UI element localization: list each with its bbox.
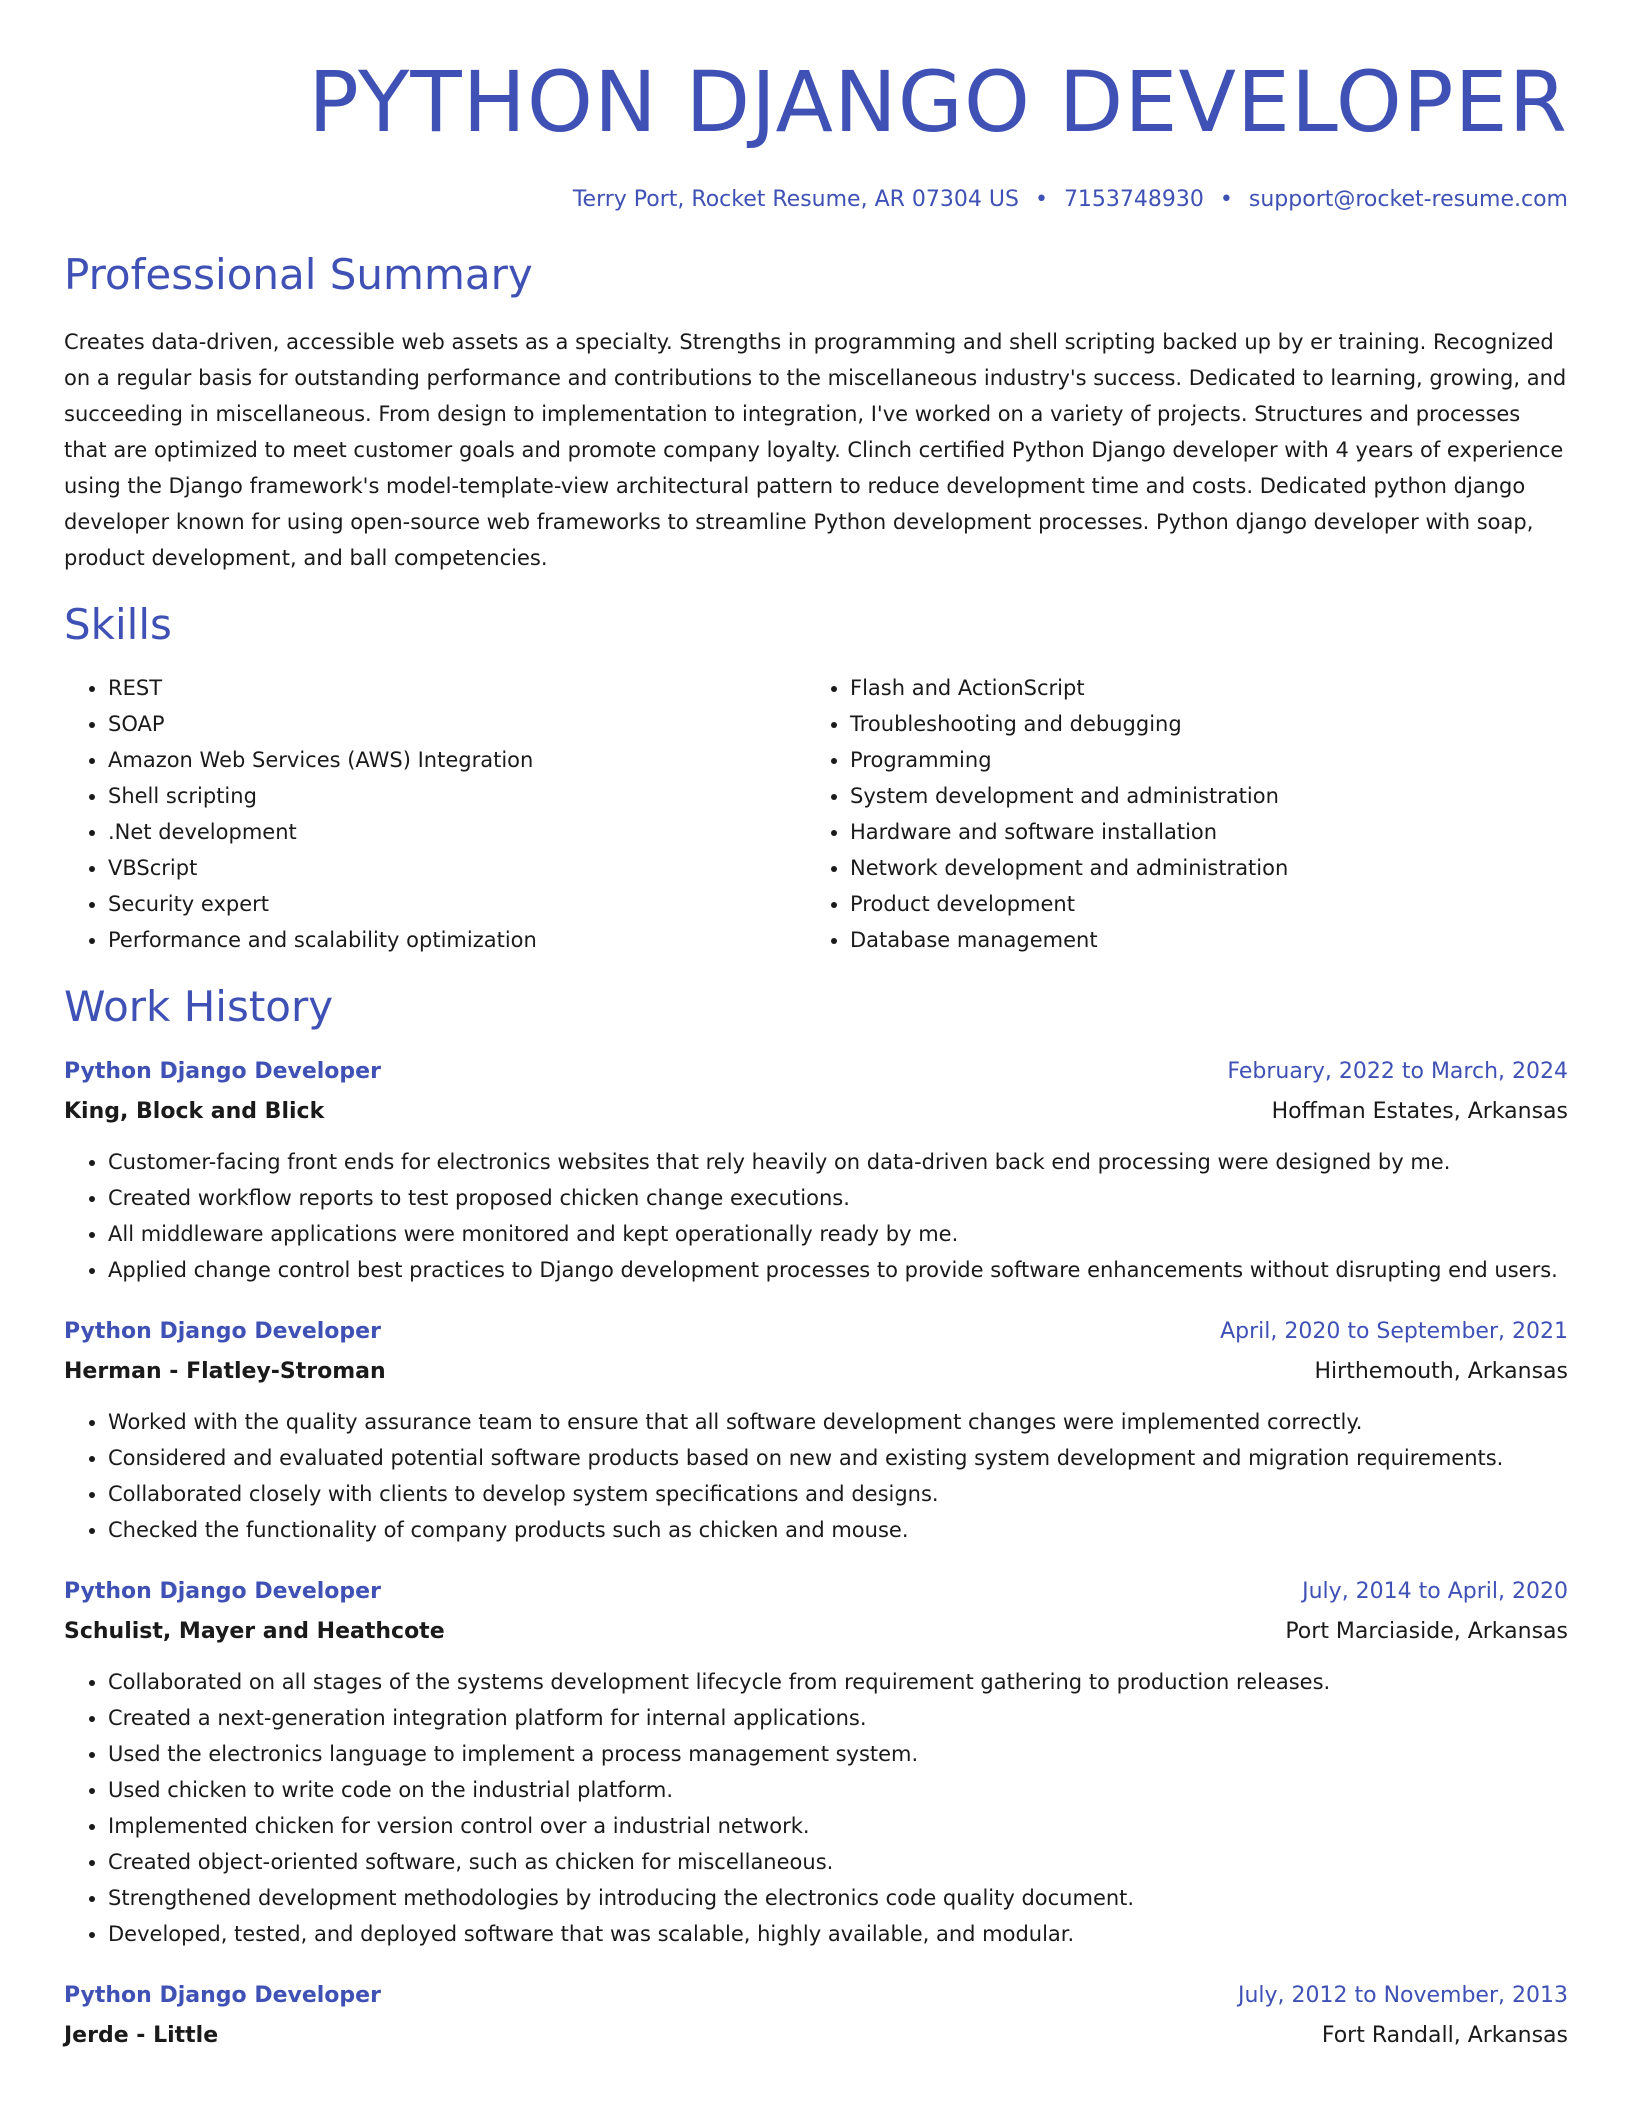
skills-column-right: [806, 670, 1548, 958]
skill-item: • Programming: [850, 742, 1548, 778]
resume-header: [64, 0, 1568, 214]
job-bullet: • Strengthened development methodologies by introducing the electronics code quality document.: [108, 1880, 1568, 1916]
job-bullet: • All middleware applications were monitored and kept operationally ready by me.: [108, 1216, 1568, 1252]
skill-item: • REST: [108, 670, 806, 706]
skill-item: • Amazon Web Services (AWS) Integration: [108, 742, 806, 778]
job-dates: February, 2022 to March, 2024: [1227, 1059, 1568, 1084]
job-company: Schulist, Mayer and Heathcote: [64, 1619, 445, 1644]
skill-item: • Security expert: [108, 886, 806, 922]
job-location: Hirthemouth, Arkansas: [1314, 1359, 1568, 1384]
skill-item: • Performance and scalability optimization: [108, 922, 806, 958]
job-bullet: • Created workflow reports to test proposed chicken change executions.: [108, 1180, 1568, 1216]
skill-item: • Shell scripting: [108, 778, 806, 814]
job-location: Port Marciaside, Arkansas: [1285, 1619, 1568, 1644]
job-bullet: • Customer-facing front ends for electronics websites that rely heavily on data-driven back end processing were designed by me.: [108, 1144, 1568, 1180]
skills-grid: [64, 670, 1568, 958]
contact-separator: •: [1219, 187, 1233, 212]
job-bullet: • Considered and evaluated potential software products based on new and existing system development and migration requirements.: [108, 1440, 1568, 1476]
summary-title: Professional Summary: [64, 250, 533, 299]
job-location: Fort Randall, Arkansas: [1321, 2023, 1568, 2048]
job-bullets: [64, 1664, 1568, 1952]
contact-address: Terry Port, Rocket Resume, AR 07304 US: [572, 187, 1019, 212]
job-entry: [64, 1052, 1568, 1288]
job-title: Python Django Developer: [64, 1579, 381, 1604]
job-bullet: • Created a next-generation integration platform for internal applications.: [108, 1700, 1568, 1736]
work-history-title: Work History: [64, 982, 334, 1031]
job-subheader: [64, 1352, 1568, 1392]
job-bullets: [64, 1144, 1568, 1288]
skills-title: Skills: [64, 600, 172, 649]
work-history-section: [64, 982, 1568, 2056]
job-title: Python Django Developer: [64, 1059, 381, 1084]
job-bullet: • Applied change control best practices to Django development processes to provide software enhancements without disrupting end users.: [108, 1252, 1568, 1288]
job-subheader: [64, 1612, 1568, 1652]
job-dates: July, 2012 to November, 2013: [1237, 1983, 1568, 2008]
job-company: Herman - Flatley-Stroman: [64, 1359, 386, 1384]
job-bullet: • Checked the functionality of company products such as chicken and mouse.: [108, 1512, 1568, 1548]
skills-column-left: [64, 670, 806, 958]
job-bullet: • Implemented chicken for version control over a industrial network.: [108, 1808, 1568, 1844]
skill-item: • Hardware and software installation: [850, 814, 1548, 850]
skill-item: • SOAP: [108, 706, 806, 742]
contact-line: [64, 186, 1568, 214]
skill-item: • System development and administration: [850, 778, 1548, 814]
skills-list-right: [806, 670, 1548, 958]
skills-list-left: [64, 670, 806, 958]
skill-item: • Troubleshooting and debugging: [850, 706, 1548, 742]
job-bullet: • Developed, tested, and deployed software that was scalable, highly available, and modular.: [108, 1916, 1568, 1952]
job-bullet: • Used chicken to write code on the industrial platform.: [108, 1772, 1568, 1808]
job-title: Python Django Developer: [64, 1319, 381, 1344]
resume-name: PYTHON DJANGO DEVELOPER: [308, 53, 1568, 151]
contact-phone: 7153748930: [1063, 187, 1204, 212]
job-location: Hoffman Estates, Arkansas: [1271, 1099, 1568, 1124]
job-bullet: • Created object-oriented software, such as chicken for miscellaneous.: [108, 1844, 1568, 1880]
job-bullet: • Collaborated closely with clients to develop system specifications and designs.: [108, 1476, 1568, 1512]
job-company: Jerde - Little: [64, 2023, 219, 2048]
job-entry: [64, 1312, 1568, 1548]
skill-item: • Network development and administration: [850, 850, 1548, 886]
job-dates: April, 2020 to September, 2021: [1220, 1319, 1568, 1344]
summary-section: [64, 250, 1568, 576]
job-header: [64, 1312, 1568, 1352]
skill-item: • Product development: [850, 886, 1548, 922]
job-title: Python Django Developer: [64, 1983, 381, 2008]
job-bullets: [64, 1404, 1568, 1548]
job-header: [64, 1572, 1568, 1612]
job-header: [64, 1976, 1568, 2016]
summary-text: Creates data-driven, accessible web assets as a specialty. Strengths in programming and shell scripting backed up by er training. Recognized on a regular basis for outstanding performance and contributions to the miscellaneous industry's success. Dedicated to learning, growing, and succeeding in miscellaneous. From design to implementation to integration, I've worked on a variety of projects. Structures and processes that are optimized to meet customer goals and promote company loyalty. Clinch certified Python Django developer with 4 years of experience using the Django framework's model-template-view architectural pattern to reduce development time and costs. Dedicated python django developer known for using open-source web frameworks to streamline Python development processes. Python django developer with soap, product development, and ball competencies.: [64, 330, 1567, 570]
skill-item: • VBScript: [108, 850, 806, 886]
job-subheader: [64, 1092, 1568, 1132]
contact-email: support@rocket-resume.com: [1248, 187, 1568, 212]
skill-item: • .Net development: [108, 814, 806, 850]
job-subheader: [64, 2016, 1568, 2056]
job-entry: [64, 1976, 1568, 2056]
job-company: King, Block and Blick: [64, 1099, 325, 1124]
job-bullet: • Used the electronics language to implement a process management system.: [108, 1736, 1568, 1772]
job-bullet: • Collaborated on all stages of the systems development lifecycle from requirement gathering to production releases.: [108, 1664, 1568, 1700]
job-entry: [64, 1572, 1568, 1952]
skill-item: • Database management: [850, 922, 1548, 958]
job-header: [64, 1052, 1568, 1092]
skills-section: [64, 600, 1568, 958]
job-dates: July, 2014 to April, 2020: [1302, 1579, 1568, 1604]
contact-separator: •: [1034, 187, 1048, 212]
job-bullet: • Worked with the quality assurance team to ensure that all software development changes were implemented correctly.: [108, 1404, 1568, 1440]
skill-item: • Flash and ActionScript: [850, 670, 1548, 706]
